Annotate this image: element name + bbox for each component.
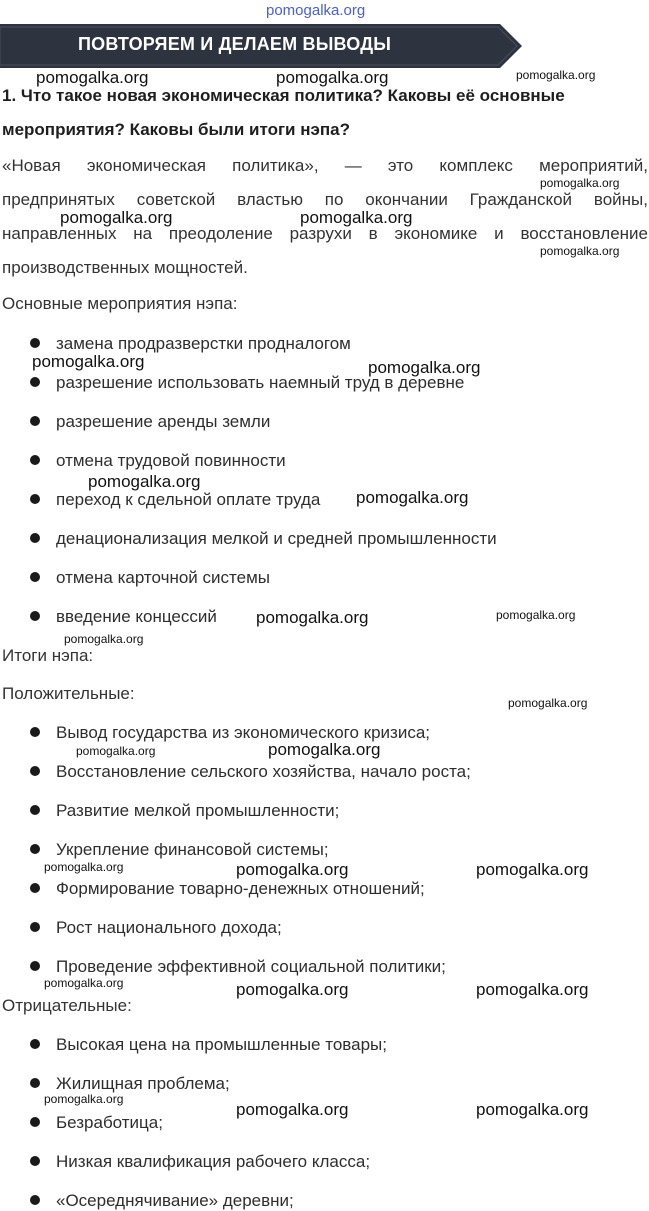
list-item: замена продразверстки продналогом xyxy=(56,334,351,353)
watermark: pomogalka.org xyxy=(44,1092,124,1106)
definition-line-4: производственных мощностей. xyxy=(2,258,248,277)
bullet xyxy=(30,494,40,504)
watermark: pomogalka.org xyxy=(356,488,469,507)
list-item: отмена карточной системы xyxy=(56,568,270,587)
list-item: Вывод государства из экономического кризиса; xyxy=(56,723,431,742)
bullet xyxy=(30,727,40,737)
bullet xyxy=(30,922,40,932)
bullet xyxy=(30,1195,40,1205)
list-item: Развитие мелкой промышленности; xyxy=(56,801,340,820)
watermark: pomogalka.org xyxy=(236,980,349,999)
bullet xyxy=(30,611,40,621)
bullet xyxy=(30,1156,40,1166)
watermark: pomogalka.org xyxy=(300,208,413,227)
measures-heading: Основные мероприятия нэпа: xyxy=(2,294,238,313)
definition-line-3: направленных на преодоление разрухи в экономике и восстановление xyxy=(2,224,648,243)
list-item: Укрепление финансовой системы; xyxy=(56,840,329,859)
list-item: введение концессий xyxy=(56,607,217,626)
bullet xyxy=(30,533,40,543)
list-item: денационализация мелкой и средней промышленности xyxy=(56,529,497,548)
bullet xyxy=(30,844,40,854)
watermark: pomogalka.org xyxy=(368,358,481,377)
bullet xyxy=(30,805,40,815)
list-item: Формирование товарно-денежных отношений; xyxy=(56,879,425,898)
results-heading: Итоги нэпа: xyxy=(2,646,94,665)
watermark: pomogalka.org xyxy=(476,1100,589,1119)
watermark: pomogalka.org xyxy=(60,208,173,227)
bullet xyxy=(30,338,40,348)
list-item: Жилищная проблема; xyxy=(56,1074,230,1093)
list-item: Высокая цена на промышленные товары; xyxy=(56,1035,387,1054)
watermark: pomogalka.org xyxy=(88,472,201,491)
banner-title: ПОВТОРЯЕМ И ДЕЛАЕМ ВЫВОДЫ xyxy=(78,34,392,54)
list-item: Безработица; xyxy=(56,1113,163,1132)
list-item: отмена трудовой повинности xyxy=(56,451,286,470)
watermark-top: pomogalka.org xyxy=(266,2,366,19)
watermark: pomogalka.org xyxy=(256,608,369,627)
bullet xyxy=(30,455,40,465)
watermark: pomogalka.org xyxy=(540,244,620,258)
watermark: pomogalka.org xyxy=(44,976,124,990)
list-item: «Осереднячивание» деревни; xyxy=(56,1191,294,1210)
watermark: pomogalka.org xyxy=(44,860,124,874)
definition-line-1: «Новая экономическая политика», — это комплекс мероприятий, xyxy=(2,156,648,175)
list-item: разрешение аренды земли xyxy=(56,412,271,431)
question-line-1: 1. Что такое новая экономическая политика? Каковы её основные xyxy=(2,86,565,105)
definition-line-2: предпринятых советской властью по окончании Гражданской войны, xyxy=(2,190,648,209)
positive-heading: Положительные: xyxy=(2,684,135,703)
watermark: pomogalka.org xyxy=(540,176,620,190)
bullet xyxy=(30,1078,40,1088)
negative-heading: Отрицательные: xyxy=(2,996,132,1015)
bullet xyxy=(30,883,40,893)
section-banner xyxy=(0,24,522,68)
bullet xyxy=(30,1117,40,1127)
watermark: pomogalka.org xyxy=(276,68,389,87)
watermark: pomogalka.org xyxy=(508,696,588,710)
list-item: переход к сдельной оплате труда xyxy=(56,490,321,509)
watermark: pomogalka.org xyxy=(268,740,381,759)
watermark: pomogalka.org xyxy=(32,352,145,371)
bullet xyxy=(30,377,40,387)
bullet xyxy=(30,766,40,776)
watermark: pomogalka.org xyxy=(476,860,589,879)
bullet xyxy=(30,572,40,582)
watermark: pomogalka.org xyxy=(76,744,156,758)
list-item: разрешение использовать наемный труд в деревне xyxy=(56,373,465,392)
watermark: pomogalka.org xyxy=(36,68,149,87)
bullet xyxy=(30,416,40,426)
bullet xyxy=(30,1039,40,1049)
watermark: pomogalka.org xyxy=(236,1100,349,1119)
watermark: pomogalka.org xyxy=(64,632,144,646)
list-item: Восстановление сельского хозяйства, начало роста; xyxy=(56,762,471,781)
question-line-2: мероприятия? Каковы были итоги нэпа? xyxy=(2,120,350,139)
watermark: pomogalka.org xyxy=(496,608,576,622)
watermark: pomogalka.org xyxy=(236,860,349,879)
watermark: pomogalka.org xyxy=(476,980,589,999)
bullet xyxy=(30,961,40,971)
list-item: Рост национального дохода; xyxy=(56,918,282,937)
list-item: Низкая квалификация рабочего класса; xyxy=(56,1152,371,1171)
watermark: pomogalka.org xyxy=(516,68,596,82)
list-item: Проведение эффективной социальной политики; xyxy=(56,957,446,976)
